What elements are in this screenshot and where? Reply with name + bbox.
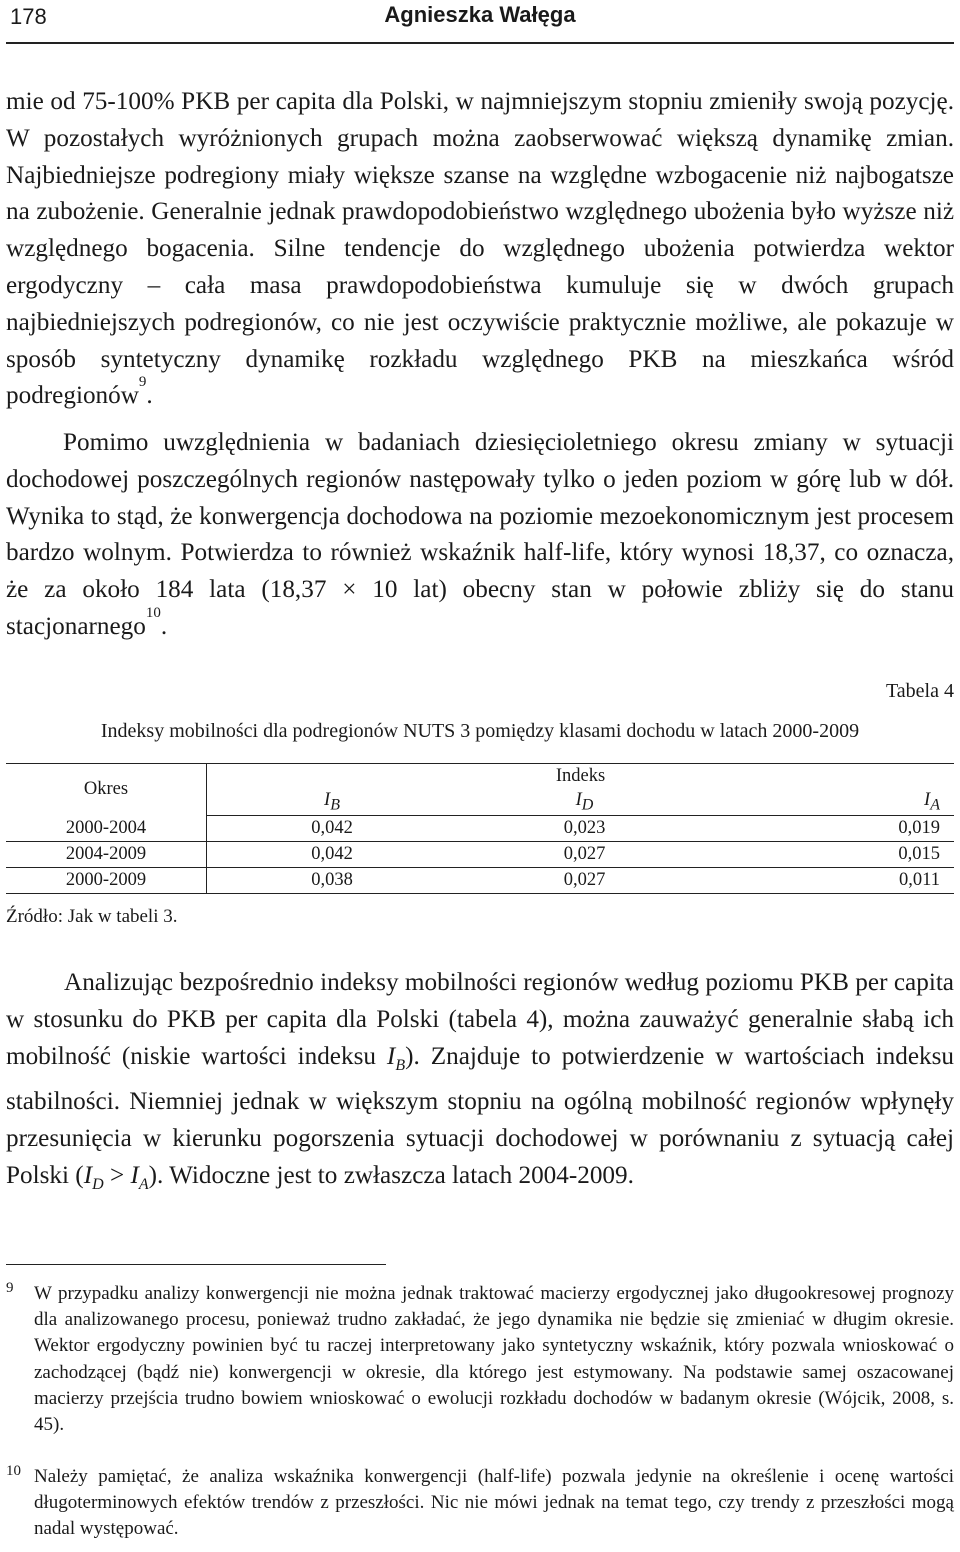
footnote-number: 10 <box>6 1463 21 1479</box>
column-header-id: $I_D$ <box>457 789 712 816</box>
paragraph-3-text-c: > <box>103 1162 131 1190</box>
footnote-10 <box>6 1464 954 1543</box>
table-row <box>6 842 954 868</box>
cell-ia: 0,019 <box>712 816 954 842</box>
cell-id: 0,023 <box>457 816 712 842</box>
cell-okres: 2000-2004 <box>6 816 207 842</box>
symbol-ib: $I_B$ <box>386 1042 406 1074</box>
symbol-ia: $I_A$ <box>130 1162 149 1194</box>
footnote-number: 9 <box>6 1280 14 1296</box>
cell-ia: 0,015 <box>712 842 954 868</box>
paragraph-1-text: mie od 75-100% PKB per capita dla Polski, w najmniejszym stopniu zmieniły swoją pozycję. W pozostałych wyróżnionych grupach można zaobserwować większą dynamikę zmian. Najbiedniejsze podregiony miały większe szanse na względne wzbogacenie niż najbogatsze na zubożenie. Generalnie jednak prawdopodobieństwo względnego ubożenia było wyższe niż względnego bogacenia. Silne tendencje do względnego ubożenia potwierdza wektor ergodyczny – cała masa prawdopodobieństwa kumuluje się w dwóch grupach najbiedniejszych podregionów, co nie jest oczywiście praktycznie możliwe, ale pokazuje w sposób syntetyczny dynamikę rozkładu względnego PKB na mieszkańca wśród podregionów <box>6 88 954 410</box>
footnote-text: W przypadku analizy konwergencji nie można jednak traktować macierzy ergodycznej jako długookresowej prognozy dla analizowanego procesu, ponieważ trudno zakładać, że jego dynamika nie będzie się zmieniać w długim okresie. Wektor ergodyczny powinien być tu raczej interpretowany jako syntetyczny wskaźnik, który pozwala wnioskować o zachodzącej (bądź nie) konwergencji w okresie, dla którego jest estymowany. Na podstawie samej oszacowanej macierzy przejścia trudno bowiem wnioskować o ewolucji rozkładu dochodów w badanym okresie (Wójcik, 2008, s. 45). <box>34 1283 954 1436</box>
footnote-ref-9[interactable]: 9 <box>138 374 147 391</box>
cell-ia: 0,011 <box>712 868 954 894</box>
paragraph-1-end: . <box>146 382 153 410</box>
table-source: Źródło: Jak w tabeli 3. <box>6 906 178 927</box>
footnote-ref-10[interactable]: 10 <box>145 604 161 621</box>
footnote-rule <box>6 1264 386 1265</box>
paragraph-1 <box>6 84 954 415</box>
paragraph-3-text-d: ). Widoczne jest to zwłaszcza latach 2004-2009. <box>148 1162 634 1190</box>
running-title: Agnieszka Wałęga <box>384 2 576 27</box>
cell-id: 0,027 <box>457 842 712 868</box>
table-label: Tabela 4 <box>885 680 954 702</box>
mobility-index-table <box>6 763 954 894</box>
paragraph-2-end: . <box>160 612 168 640</box>
cell-ib: 0,042 <box>207 842 458 868</box>
page-header <box>6 0 954 44</box>
footnote-9 <box>6 1281 954 1438</box>
paragraph-2 <box>6 425 954 646</box>
cell-ib: 0,042 <box>207 816 458 842</box>
symbol-id: $I_D$ <box>83 1162 104 1194</box>
column-header-indeks: Indeks <box>207 764 955 790</box>
table-row <box>6 816 954 842</box>
column-header-ib: $I_B$ <box>207 789 458 816</box>
cell-id: 0,027 <box>457 868 712 894</box>
column-header-okres: Okres <box>6 764 207 816</box>
cell-ib: 0,038 <box>207 868 458 894</box>
cell-okres: 2000-2009 <box>6 868 207 894</box>
table-row <box>6 868 954 894</box>
table-title: Indeksy mobilności dla podregionów NUTS 3 pomiędzy klasami dochodu w latach 2000-2009 <box>100 720 860 742</box>
cell-okres: 2004-2009 <box>6 842 207 868</box>
paragraph-3 <box>6 965 954 1204</box>
column-header-ia: $I_A$ <box>712 789 954 816</box>
page-number: 178 <box>10 4 47 29</box>
footnote-text: Należy pamiętać, że analiza wskaźnika konwergencji (half-life) pozwala jedynie na określenie i ocenę wartości długoterminowych efektów trendów z przeszłości. Nic nie mówi jednak na temat tego, czy trendy z przeszłości mogą nadal występować. <box>34 1466 954 1540</box>
paragraph-2-text: Pomimo uwzględnienia w badaniach dziesięcioletniego okresu zmiany w sytuacji dochodowej poszczególnych regionów następowały tylko o jeden poziom w górę lub w dół. Wynika to stąd, że konwergencja dochodowa na poziomie mezoekonomicznym jest procesem bardzo wolnym. Potwierdza to również wskaźnik half-life, który wynosi 18,37, co oznacza, że za około 184 lata (18,37 × 10 lat) obecny stan w połowie zbliży się do stanu stacjonarnego <box>6 429 954 640</box>
paragraph-3-text-a: Analizując bezpośrednio indeksy mobilności regionów według poziomu PKB per capita w stosunku do PKB per capita dla Polski (tabela 4), można zauważyć generalnie słabą ich mobilność (niskie wartości indeksu <box>6 969 954 1070</box>
paragraph-3-text-b: ). Znajduje to potwierdzenie w wartościach indeksu stabilności. Niemniej jednak w większym stopniu na ogólną mobilność regionów wpłynęły przesunięcia w kierunku pogorszenia sytuacji dochodowej w porównaniu z sytuacją całej Polski ( <box>6 1042 954 1190</box>
